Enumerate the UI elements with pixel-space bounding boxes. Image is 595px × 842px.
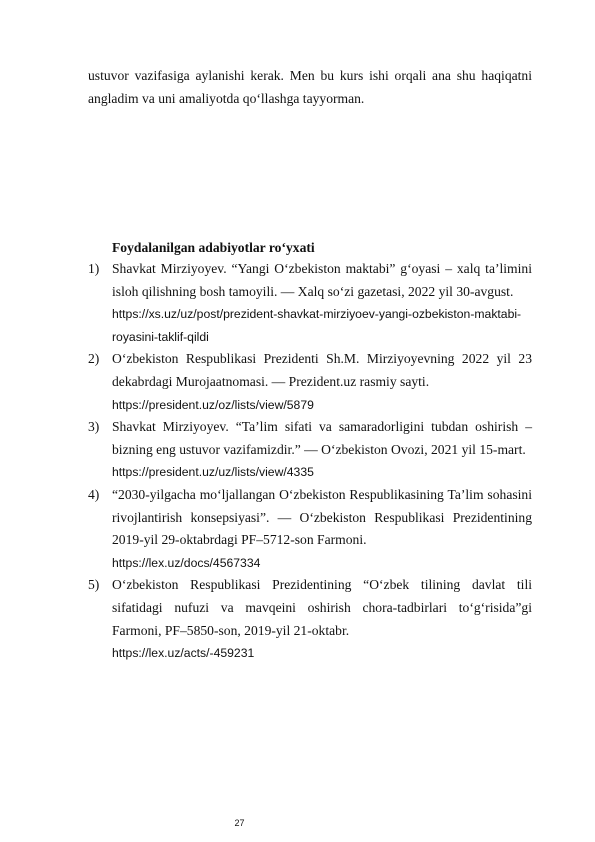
- reference-text: O‘zbekiston Respublikasi Prezidentining “O‘zbek tilining davlat tili sifatidagi nufuzi va mavqeini oshirish chora-tadbirlari to‘g‘risida”gi Farmoni, PF–5850-son, 2019-yil 21-oktabr.: [112, 577, 532, 638]
- reference-item: [88, 574, 532, 664]
- reference-number: 1): [88, 261, 100, 276]
- reference-url[interactable]: https://xs.uz/uz/post/prezident-shavkat-mirziyoev-yangi-ozbekiston-maktabi-royasini-taklif-qildi: [112, 307, 522, 344]
- reference-number: 3): [88, 419, 100, 435]
- reference-url[interactable]: https://president.uz/oz/lists/view/5879: [112, 397, 314, 412]
- reference-text: Shavkat Mirziyoyev. “Yangi O‘zbekiston maktabi” g‘oyasi – xalq ta’limini isloh qilishning bosh tamoyili. — Xalq so‘zi gazetasi, 2022 yil 30-avgust.: [112, 261, 532, 299]
- reference-item: [88, 348, 532, 416]
- reference-item: [88, 416, 532, 484]
- reference-item: [88, 258, 532, 348]
- page-number-text: 27: [234, 818, 245, 828]
- reference-number: 2): [88, 351, 100, 367]
- reference-number: 4): [88, 486, 100, 502]
- intro-text: ustuvor vazifasiga aylanishi kerak. Men bu kurs ishi orqali ana shu haqiqatni angladim va uni amaliyotda qo‘llashga tayyorman.: [88, 68, 532, 106]
- reference-text: O‘zbekiston Respublikasi Prezidenti Sh.M. Mirziyoyevning 2022 yil 23 dekabrdagi Murojaatnomasi. — Prezident.uz rasmiy sayti.: [112, 351, 532, 389]
- reference-url[interactable]: https://lex.uz/docs/4567334: [112, 555, 261, 570]
- references-list: [88, 258, 532, 665]
- reference-number: 5): [88, 577, 100, 593]
- reference-item: [88, 484, 532, 574]
- reference-text: “2030-yilgacha mo‘ljallangan O‘zbekiston Respublikasining Ta’lim sohasini rivojlantirish konsepsiyasi”. — O‘zbekiston Respublikasi Prezidentining 2019-yil 29-oktabrdagi PF–5712-son Farmoni.: [112, 486, 532, 548]
- reference-url[interactable]: https://lex.uz/acts/-459231: [112, 646, 255, 661]
- reference-url[interactable]: https://president.uz/uz/lists/view/4335: [112, 465, 314, 480]
- reference-text: Shavkat Mirziyoyev. “Ta’lim sifati va samaradorligini tubdan oshirish – bizning eng ustuvor vazifamizdir.” — O‘zbekiston Ovozi, 2021 yil 15-mart.: [112, 419, 532, 457]
- intro-paragraph: [88, 64, 532, 110]
- references-heading: Foydalanilgan adabiyotlar ro‘yxati: [112, 240, 315, 255]
- page-number: [0, 818, 595, 828]
